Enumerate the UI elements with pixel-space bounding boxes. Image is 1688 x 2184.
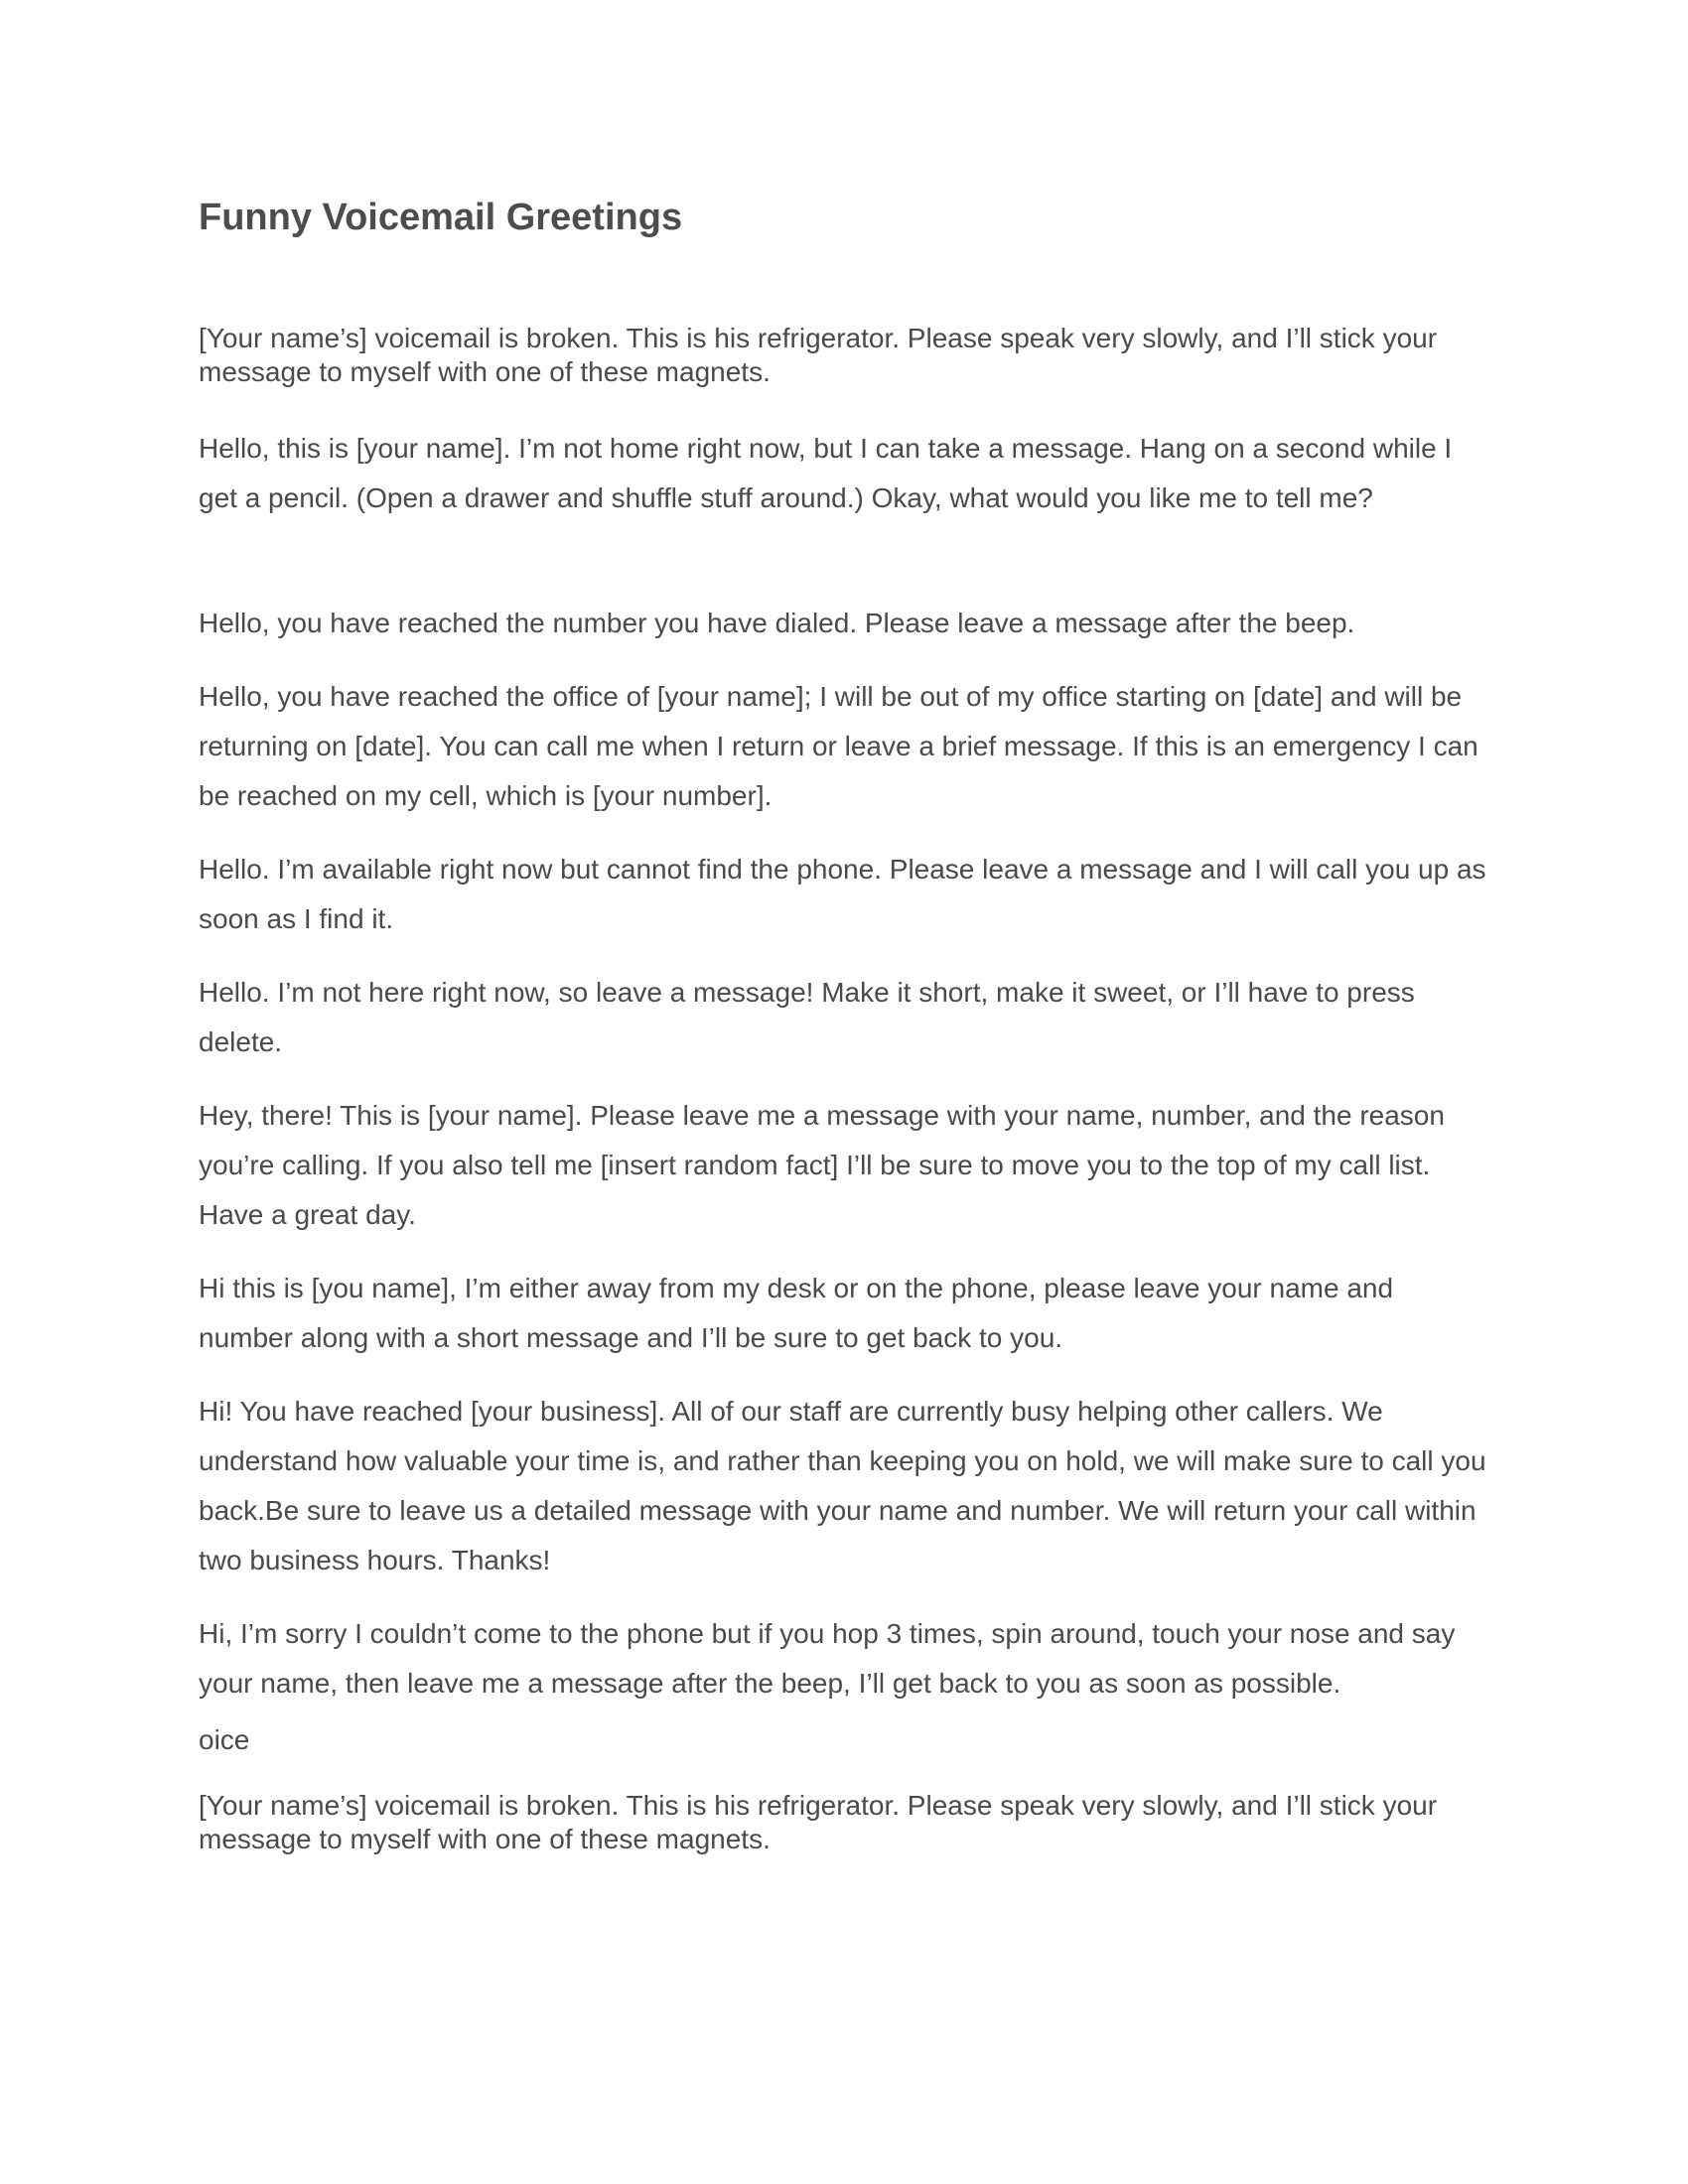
stray-text-fragment: oice (199, 1724, 250, 1755)
greeting-paragraph-6: Hello. I’m not here right now, so leave a message! Make it short, make it sweet, or I’ll have to press delete. (199, 977, 1415, 1057)
greeting-paragraph-9: Hi! You have reached [your business]. All of our staff are currently busy helping other callers. We understand how valuable your time is, and rather than keeping you on hold, we will make sure to call you back.Be sure to leave us a detailed message with your name and number. We will return your call within two business hours. Thanks! (199, 1396, 1486, 1575)
greeting-paragraph-1: [Your name’s] voicemail is broken. This is his refrigerator. Please speak very slowly, and I’ll stick your message to myself with one of these magnets. (199, 323, 1438, 387)
greeting-paragraph-10: Hi, I’m sorry I couldn’t come to the phone but if you hop 3 times, spin around, touch your nose and say your name, then leave me a message after the beep, I’ll get back to you as soon as possible. (199, 1618, 1456, 1699)
page-title: Funny Voicemail Greetings (199, 197, 683, 238)
greeting-paragraph-8: Hi this is [you name], I’m either away from my desk or on the phone, please leave your name and number along with a short message and I’ll be sure to get back to you. (199, 1273, 1394, 1353)
greeting-paragraph-11: [Your name’s] voicemail is broken. This is his refrigerator. Please speak very slowly, and I’ll stick your message to myself with one of these magnets. (199, 1790, 1438, 1854)
greeting-paragraph-2: Hello, this is [your name]. I’m not home right now, but I can take a message. Hang on a second while I get a pencil. (Open a drawer and shuffle stuff around.) Okay, what would you like me to tell me? (199, 433, 1453, 513)
greeting-paragraph-7: Hey, there! This is [your name]. Please leave me a message with your name, number, and the reason you’re calling. If you also tell me [insert random fact] I’ll be sure to move you to the top of my call list. Have a great day. (199, 1100, 1445, 1230)
greeting-paragraph-3: Hello, you have reached the number you have dialed. Please leave a message after the beep. (199, 608, 1355, 638)
greeting-paragraph-4: Hello, you have reached the office of [your name]; I will be out of my office starting on [date] and will be returning on [date]. You can call me when I return or leave a brief message. If this is an emergency I can be reached on my cell, which is [your number]. (199, 681, 1478, 811)
greeting-paragraph-5: Hello. I’m available right now but cannot find the phone. Please leave a message and I will call you up as soon as I find it. (199, 854, 1486, 934)
